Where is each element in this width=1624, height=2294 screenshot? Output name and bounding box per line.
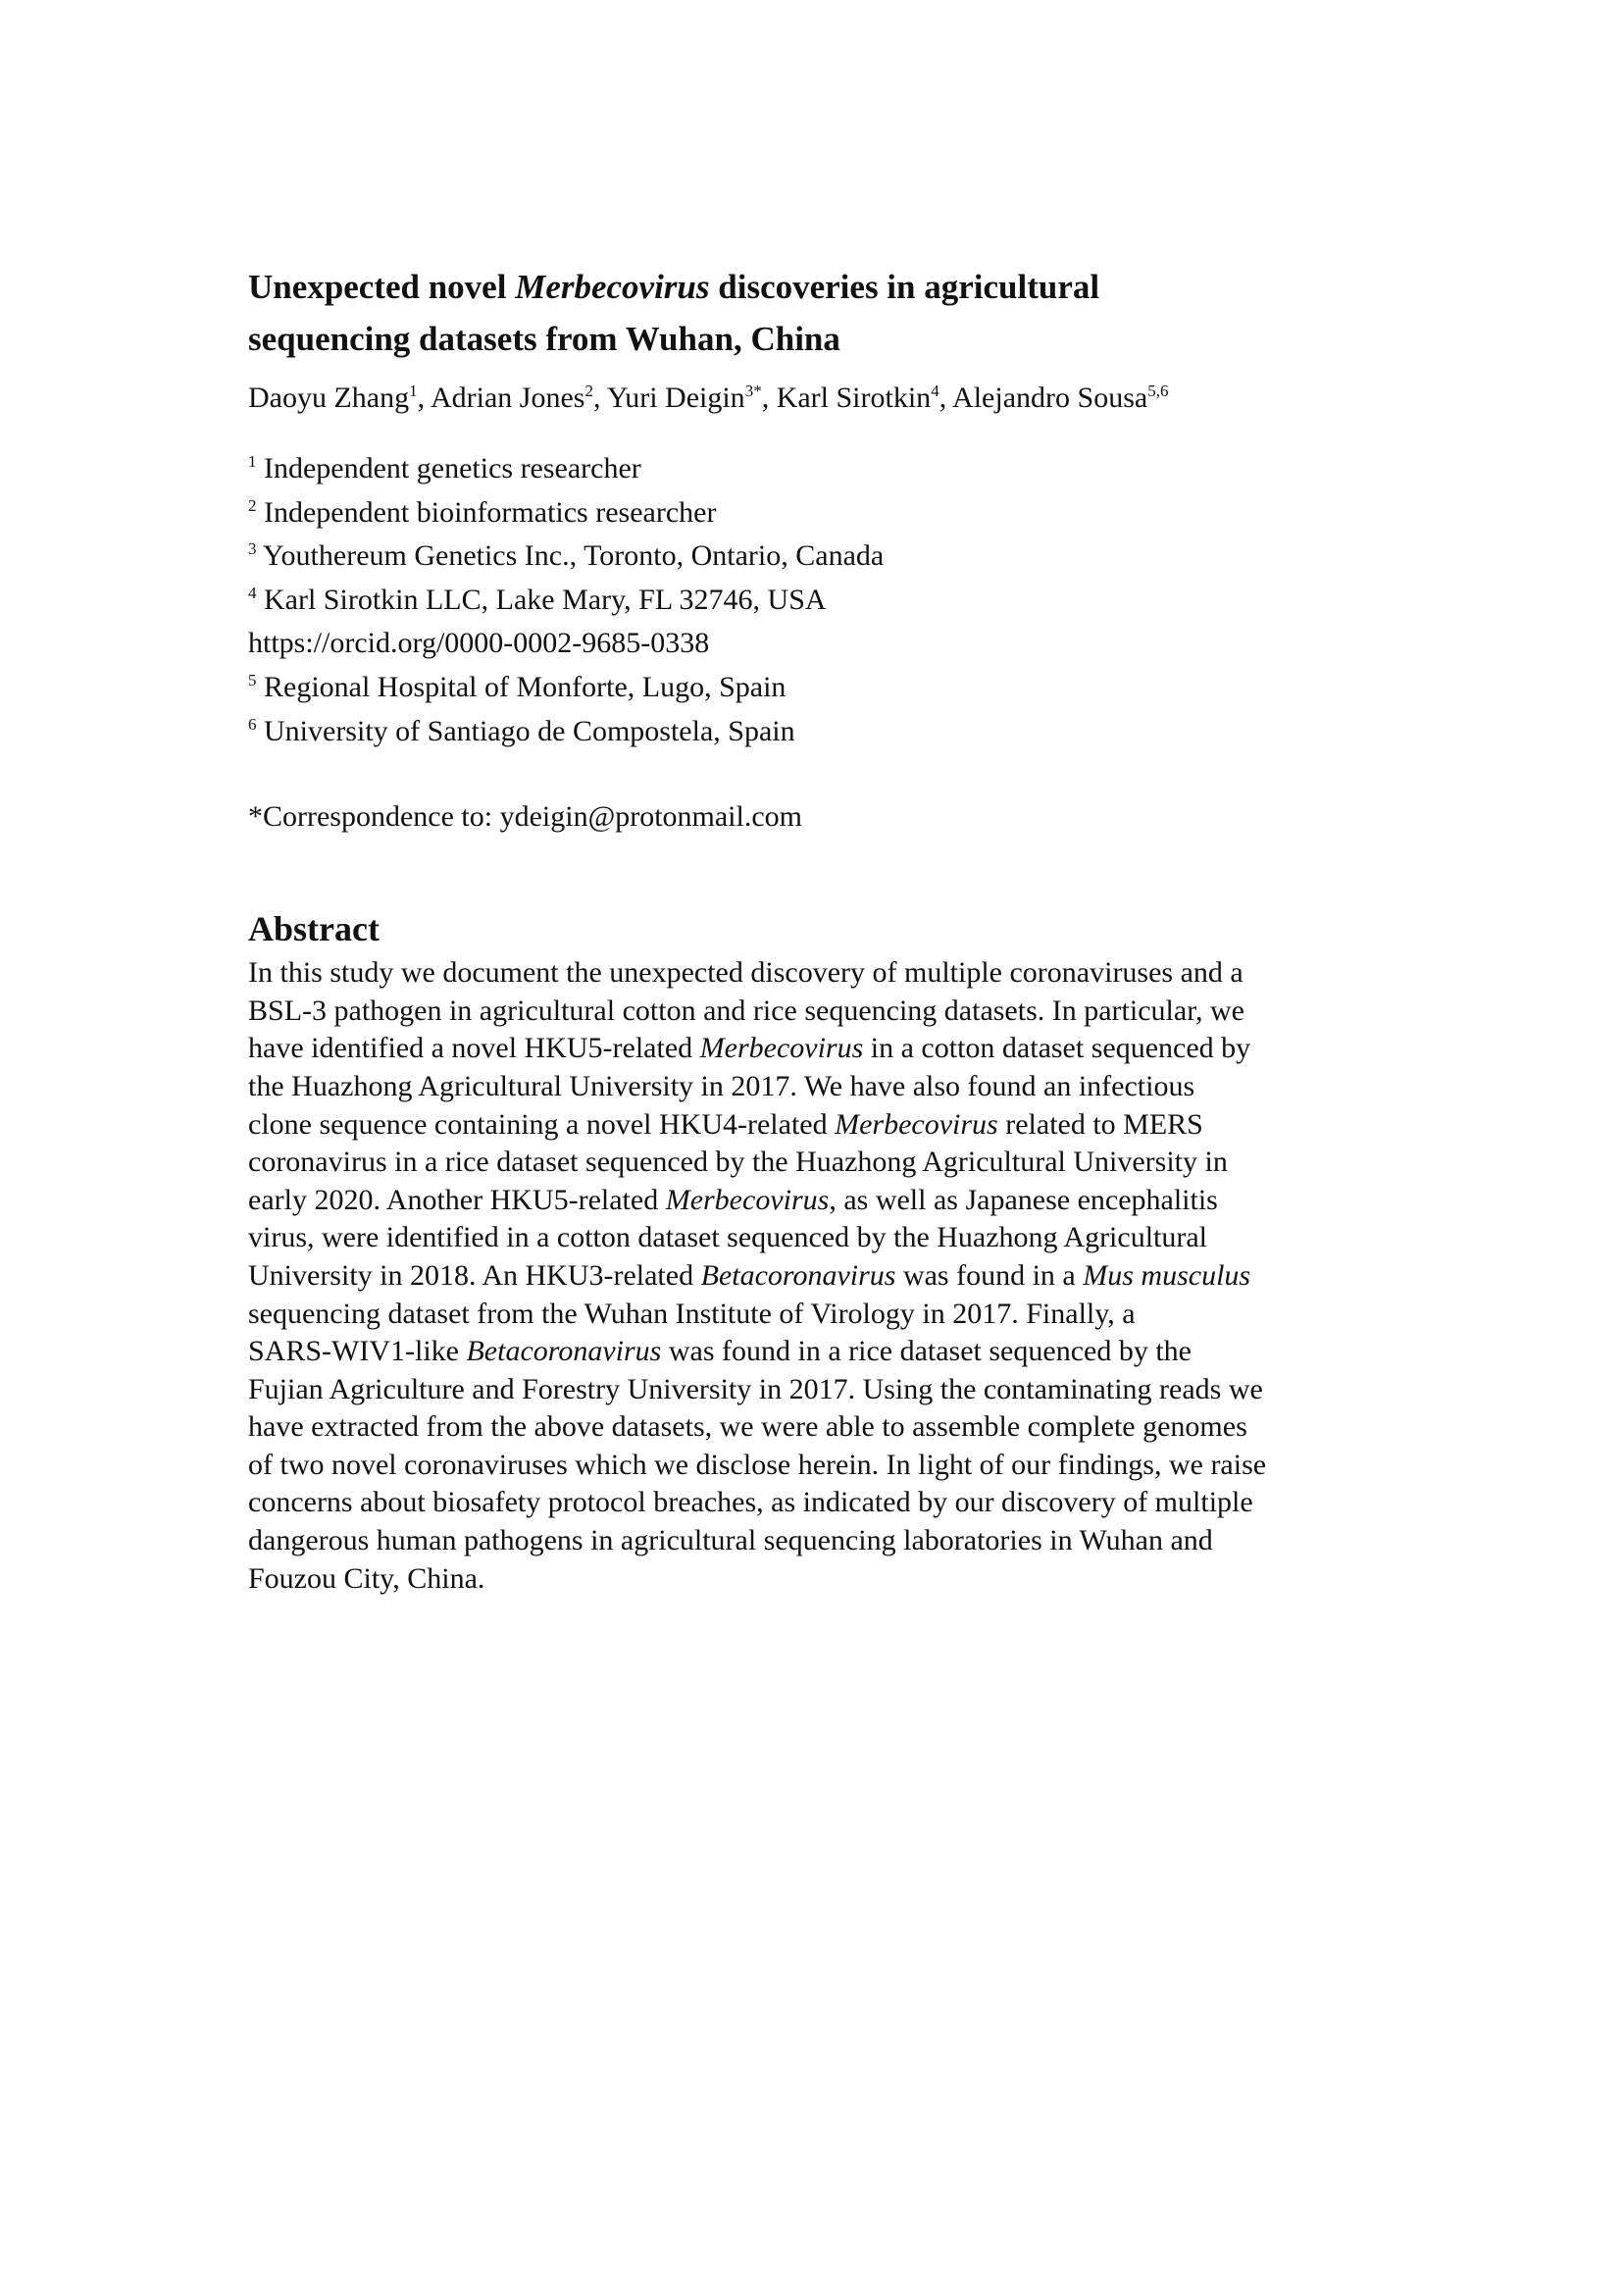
abstract-text: was found in a rice dataset sequenced by the bbox=[661, 1335, 1192, 1368]
author-separator: , bbox=[417, 382, 431, 414]
abstract-line bbox=[248, 1144, 1386, 1182]
affiliation-item bbox=[248, 710, 1386, 754]
author-separator: , bbox=[592, 382, 607, 414]
affiliation-number: 1 bbox=[248, 452, 257, 471]
abstract-italic-term: Mus musculus bbox=[1083, 1258, 1251, 1292]
abstract-text: Fujian Agriculture and Forestry University in 2017. Using the contaminating reads we bbox=[248, 1372, 1263, 1405]
author-list bbox=[248, 379, 1386, 418]
affiliation-item bbox=[248, 447, 1386, 491]
abstract-italic-term: Betacoronavirus bbox=[700, 1258, 896, 1292]
abstract-text: In this study we document the unexpected discovery of multiple coronaviruses and a bbox=[248, 956, 1243, 990]
abstract-text: University in 2018. An HKU3-related bbox=[248, 1258, 701, 1292]
abstract-italic-term: Merbecovirus bbox=[835, 1107, 998, 1141]
affiliation-text: Independent genetics researcher bbox=[264, 452, 641, 484]
abstract-line bbox=[248, 993, 1386, 1031]
abstract-text: , as well as Japanese encephalitis bbox=[829, 1183, 1218, 1216]
abstract-text: coronavirus in a rice dataset sequenced by the Huazhong Agricultural University in bbox=[248, 1146, 1228, 1179]
author-name: Daoyu Zhang bbox=[248, 382, 410, 414]
title-line-1 bbox=[248, 261, 1386, 313]
abstract-text: BSL-3 pathogen in agricultural cotton and rice sequencing datasets. In particular, we bbox=[248, 994, 1244, 1027]
author-name: Yuri Deigin bbox=[606, 382, 745, 414]
abstract-line bbox=[248, 1106, 1386, 1145]
abstract-line bbox=[248, 1484, 1386, 1522]
paper-page bbox=[248, 261, 1386, 1598]
affiliation-text: https://orcid.org/0000-0002-9685-0338 bbox=[248, 627, 710, 660]
abstract-line bbox=[248, 1296, 1386, 1334]
paper-title bbox=[248, 261, 1386, 365]
affiliation-number: 2 bbox=[248, 495, 257, 515]
abstract-line bbox=[248, 1371, 1386, 1409]
title-line-2: sequencing datasets from Wuhan, China bbox=[248, 320, 840, 358]
abstract-text: have extracted from the above datasets, we were able to assemble complete genomes bbox=[248, 1410, 1247, 1444]
author-name: Alejandro Sousa bbox=[952, 382, 1148, 414]
abstract-line bbox=[248, 1560, 1386, 1599]
affiliation-number: 5 bbox=[248, 670, 257, 689]
abstract-text: concerns about biosafety protocol breaches, as indicated by our discovery of multiple bbox=[248, 1486, 1253, 1519]
abstract-line bbox=[248, 1257, 1386, 1296]
affiliation-text: University of Santiago de Compostela, Spain bbox=[264, 714, 795, 747]
abstract-line bbox=[248, 1522, 1386, 1560]
abstract-line bbox=[248, 954, 1386, 993]
affiliation-item bbox=[248, 491, 1386, 535]
abstract-text: of two novel coronaviruses which we disclose herein. In light of our findings, we raise bbox=[248, 1448, 1267, 1481]
abstract-text: related to MERS bbox=[997, 1107, 1203, 1141]
affiliation-item bbox=[248, 579, 1386, 623]
abstract-line bbox=[248, 1333, 1386, 1371]
abstract-body bbox=[248, 954, 1386, 1598]
abstract-text: sequencing dataset from the Wuhan Institute of Virology in 2017. Finally, a bbox=[248, 1297, 1136, 1330]
affiliation-text: Youthereum Genetics Inc., Toronto, Ontario, Canada bbox=[262, 539, 885, 573]
author-separator: , bbox=[761, 382, 777, 414]
abstract-text: dangerous human pathogens in agricultural sequencing laboratories in Wuhan and bbox=[248, 1524, 1213, 1557]
author-affiliation-marker: 2 bbox=[584, 382, 593, 400]
abstract-heading: Abstract bbox=[248, 909, 380, 949]
affiliation-text: Karl Sirotkin LLC, Lake Mary, FL 32746, USA bbox=[264, 583, 827, 616]
abstract-line bbox=[248, 1030, 1386, 1068]
correspondence-line: *Correspondence to: ydeigin@protonmail.com bbox=[248, 800, 803, 834]
abstract-line bbox=[248, 1068, 1386, 1106]
affiliation-item bbox=[248, 666, 1386, 710]
abstract-text: in a cotton dataset sequenced by bbox=[863, 1032, 1251, 1065]
affiliation-number: 6 bbox=[248, 714, 257, 734]
author-separator: , bbox=[939, 382, 953, 414]
affiliation-number: 3 bbox=[248, 539, 257, 559]
abstract-text: early 2020. Another HKU5-related bbox=[248, 1183, 666, 1216]
abstract-italic-term: Merbecovirus bbox=[665, 1183, 830, 1216]
abstract-italic-term: Merbecovirus bbox=[699, 1032, 864, 1065]
abstract-text: virus, were identified in a cotton dataset sequenced by the Huazhong Agricultural bbox=[248, 1221, 1208, 1254]
affiliation-item bbox=[248, 535, 1386, 579]
abstract-line bbox=[248, 1182, 1386, 1220]
author-name: Karl Sirotkin bbox=[776, 382, 932, 414]
abstract-text: have identified a novel HKU5-related bbox=[248, 1032, 700, 1065]
abstract-line bbox=[248, 1447, 1386, 1485]
author-affiliation-marker: 5,6 bbox=[1147, 382, 1169, 400]
author-affiliation-marker: 4 bbox=[931, 382, 939, 400]
abstract-text: was found in a bbox=[895, 1258, 1084, 1292]
abstract-line bbox=[248, 1408, 1386, 1447]
abstract-line bbox=[248, 1219, 1386, 1257]
affiliation-number: 4 bbox=[248, 583, 257, 602]
abstract-text: the Huazhong Agricultural University in 2017. We have also found an infectious bbox=[248, 1069, 1195, 1102]
title-line-1-prefix: Unexpected novel bbox=[248, 268, 516, 306]
abstract-text: SARS-WIV1-like bbox=[248, 1335, 467, 1368]
author-affiliation-marker: 1 bbox=[409, 382, 418, 400]
author-name: Adrian Jones bbox=[430, 382, 585, 414]
abstract-italic-term: Betacoronavirus bbox=[466, 1335, 662, 1368]
abstract-text: clone sequence containing a novel HKU4-related bbox=[248, 1107, 836, 1141]
abstract-text: Fouzou City, China. bbox=[248, 1561, 485, 1595]
affiliation-text: Independent bioinformatics researcher bbox=[264, 495, 717, 529]
affiliation-list bbox=[248, 447, 1386, 753]
author-affiliation-marker: 3* bbox=[744, 382, 762, 400]
orcid-link[interactable] bbox=[248, 622, 1386, 666]
title-line-1-suffix: discoveries in agricultural bbox=[709, 268, 1100, 306]
title-italic-genus: Merbecovirus bbox=[515, 268, 710, 306]
affiliation-text: Regional Hospital of Monforte, Lugo, Spain bbox=[264, 670, 787, 703]
